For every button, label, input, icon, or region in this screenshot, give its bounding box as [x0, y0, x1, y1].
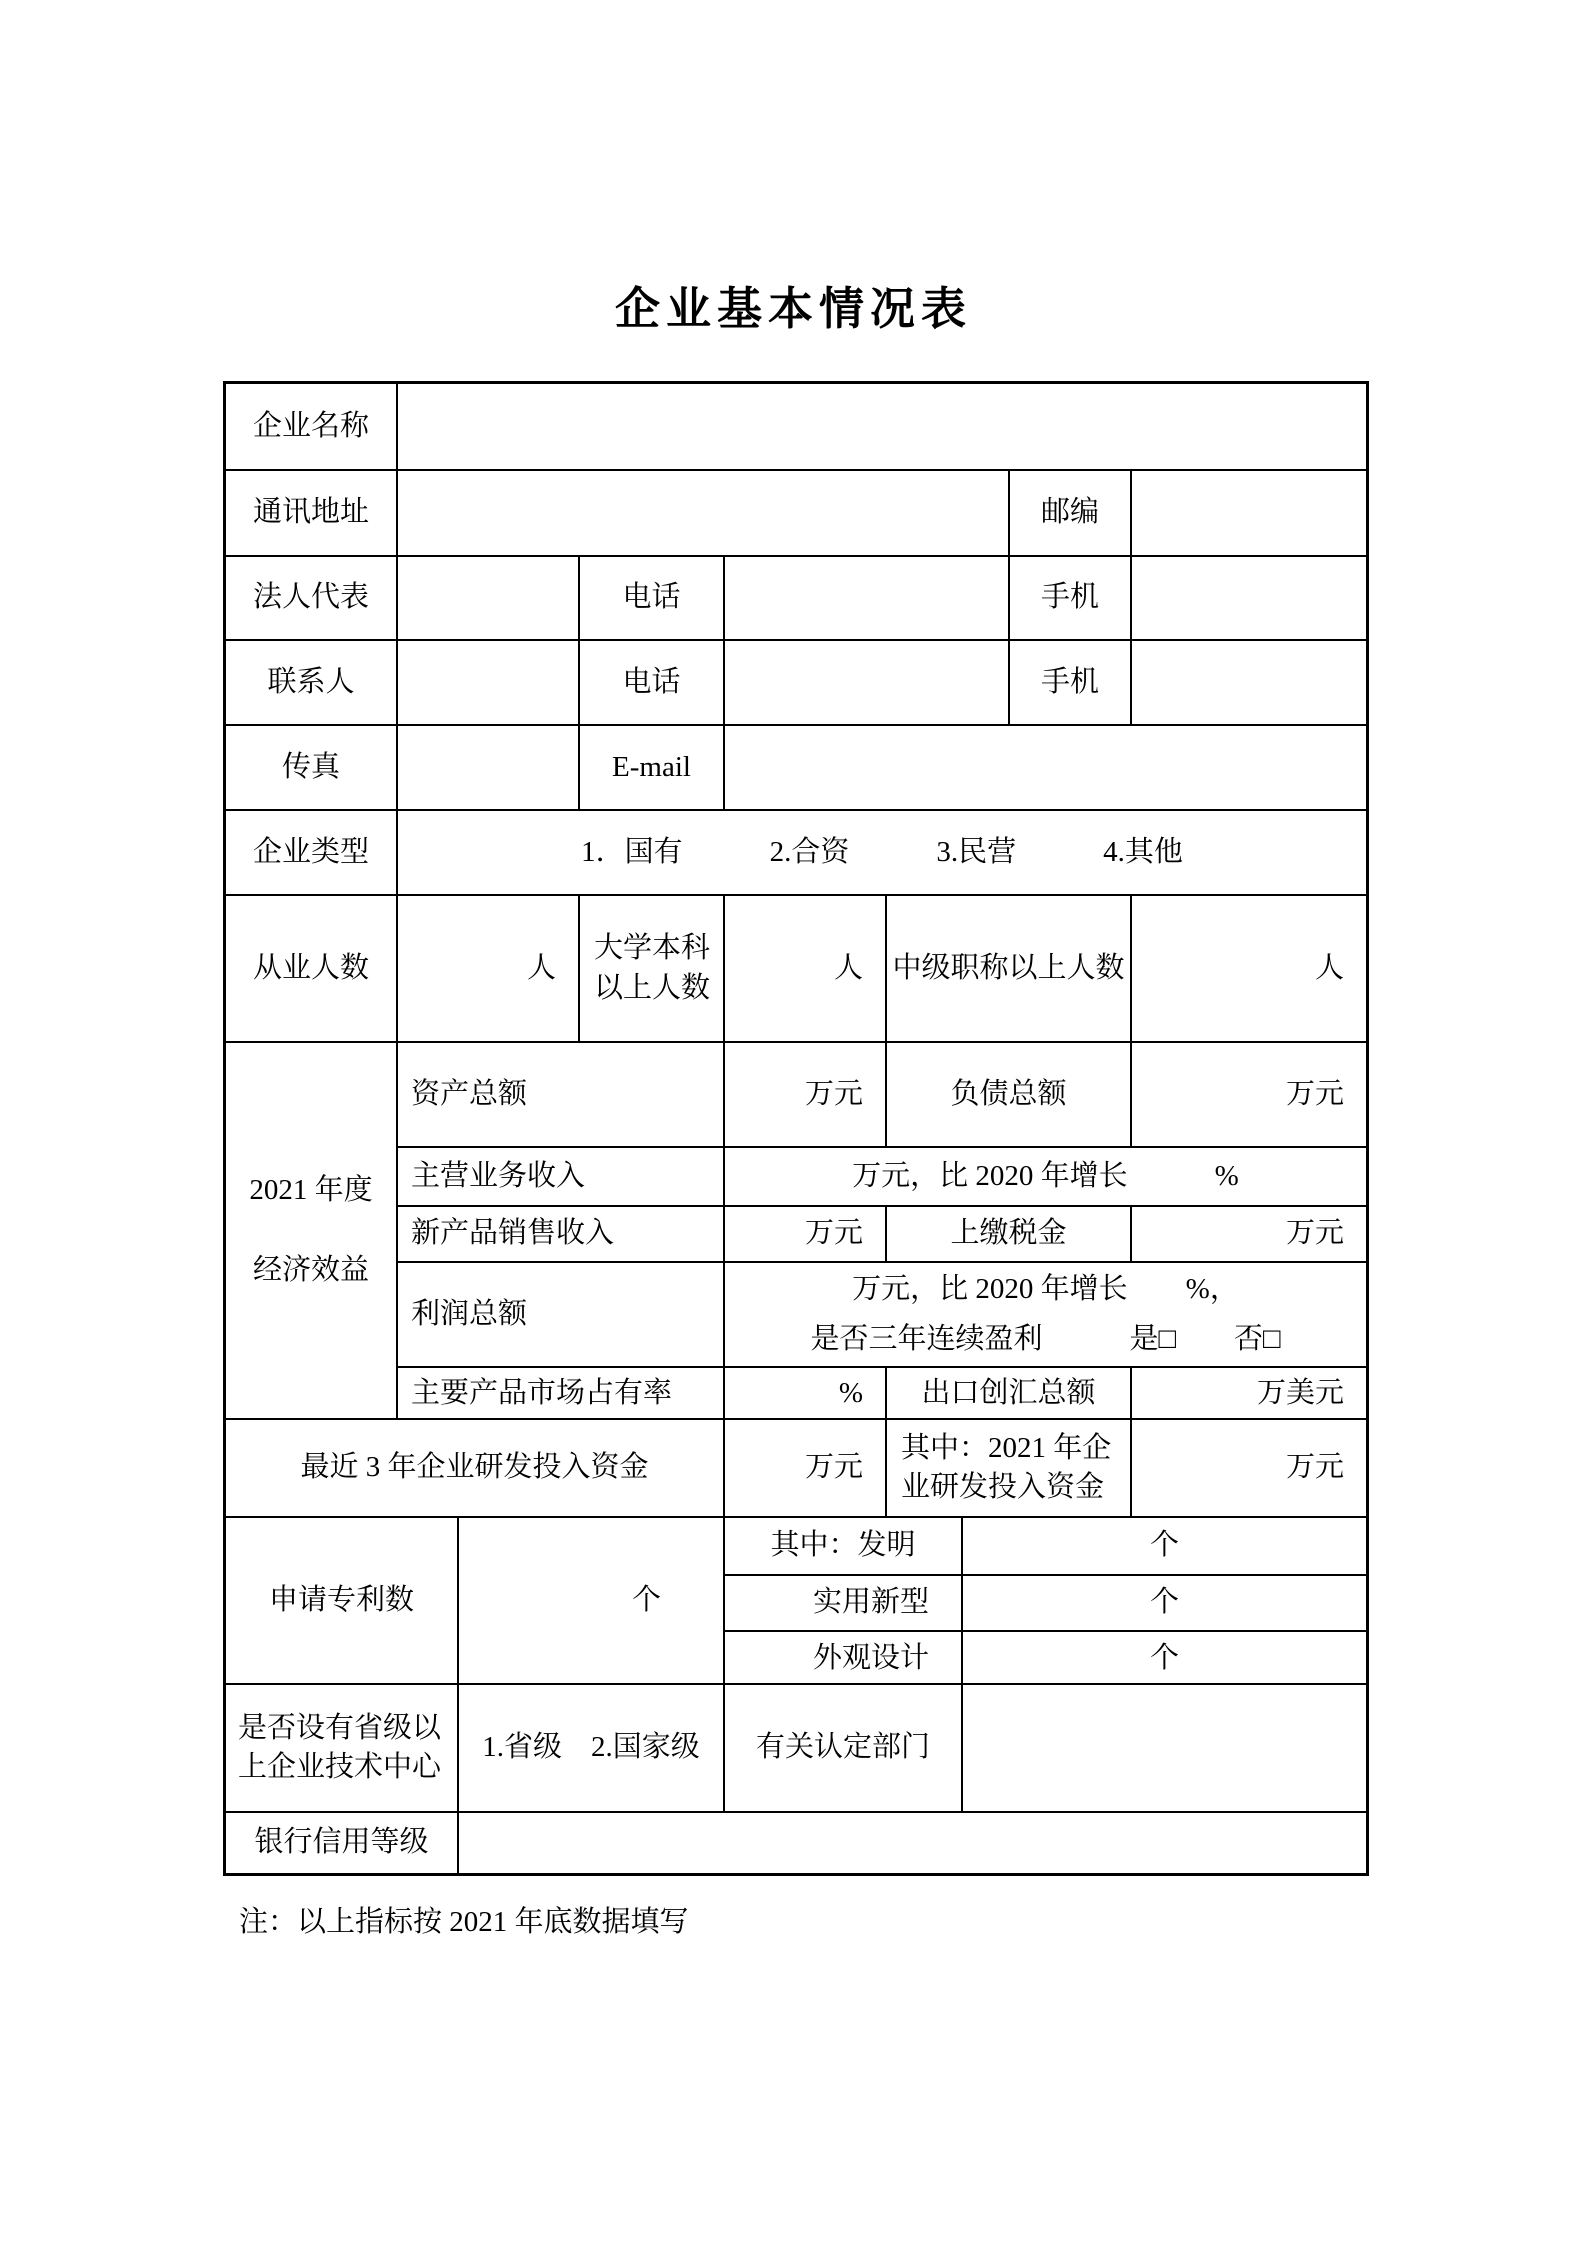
company-type-label: 企业类型 [252, 835, 369, 868]
tech-center-dept-value-cell[interactable] [961, 1685, 1366, 1811]
row-group-patents [226, 1516, 1366, 1683]
patent-invention-label: 其中：发明 [723, 1518, 961, 1574]
mid-title-count-label: 中级职称以上人数 [885, 896, 1130, 1041]
contact-mobile-label: 手机 [1008, 641, 1130, 724]
profit-label: 利润总额 [396, 1263, 723, 1366]
patent-design-label: 外观设计 [723, 1632, 961, 1685]
tech-center-options[interactable]: 1.省级 2.国家级 [457, 1685, 723, 1811]
patent-utility-label: 实用新型 [723, 1576, 961, 1630]
profit-value-cell[interactable] [723, 1263, 1366, 1366]
row-contact [226, 639, 1366, 724]
export-label: 出口创汇总额 [885, 1368, 1130, 1420]
economics-label-line2: 经济效益 [252, 1253, 369, 1286]
contact-label: 联系人 [267, 665, 355, 698]
row-patent-invention [723, 1518, 1366, 1574]
row-rnd-investment [226, 1418, 1366, 1516]
row-assets [396, 1043, 1366, 1146]
patent-utility-value-cell[interactable]: 个 [961, 1576, 1366, 1630]
row-company-name [226, 384, 1366, 469]
export-value-cell[interactable]: 万美元 [1130, 1368, 1366, 1420]
row-market-share [396, 1366, 1366, 1420]
row-profit [396, 1261, 1366, 1366]
fax-label: 传真 [281, 750, 340, 783]
postal-code-label: 邮编 [1008, 471, 1130, 555]
patent-design-value-cell[interactable]: 个 [961, 1632, 1366, 1685]
enterprise-info-table [223, 381, 1369, 1876]
legal-rep-value-cell[interactable] [396, 557, 578, 639]
assets-label: 资产总额 [396, 1043, 723, 1146]
bachelor-count-value-cell[interactable]: 人 [723, 896, 885, 1041]
row-legal-rep [226, 555, 1366, 639]
profit-three-year-checkboxes[interactable]: 是否三年连续盈利 是□ 否□ [810, 1322, 1281, 1355]
patent-invention-value-cell[interactable]: 个 [961, 1518, 1366, 1574]
row-credit-rating [226, 1811, 1366, 1873]
row-new-product [396, 1205, 1366, 1261]
rnd-2021-value-cell[interactable]: 万元 [1130, 1420, 1366, 1516]
row-revenue [396, 1146, 1366, 1205]
employees-label: 从业人数 [252, 951, 369, 984]
rnd-investment-value-cell[interactable]: 万元 [723, 1420, 885, 1516]
profit-growth-line: 万元，比 2020 年增长 %， [852, 1273, 1239, 1306]
legal-rep-label: 法人代表 [252, 581, 369, 614]
tax-value-cell[interactable]: 万元 [1130, 1207, 1366, 1261]
row-company-type [226, 809, 1366, 894]
revenue-value-cell[interactable]: 万元，比 2020 年增长 % [723, 1148, 1366, 1205]
liabilities-label: 负债总额 [885, 1043, 1130, 1146]
company-name-value-cell[interactable] [396, 384, 1366, 469]
company-type-options[interactable]: 1．国有 2.合资 3.民营 4.其他 [396, 811, 1366, 894]
contact-value-cell[interactable] [396, 641, 578, 724]
new-product-value-cell[interactable]: 万元 [723, 1207, 885, 1261]
bachelor-count-label: 大学本科以上人数 [578, 896, 723, 1041]
legal-mobile-label: 手机 [1008, 557, 1130, 639]
contact-phone-value-cell[interactable] [723, 641, 1008, 724]
mid-title-count-value-cell[interactable]: 人 [1130, 896, 1366, 1041]
email-value-cell[interactable] [723, 726, 1366, 809]
row-group-economics [226, 1041, 1366, 1418]
liabilities-value-cell[interactable]: 万元 [1130, 1043, 1366, 1146]
credit-rating-value-cell[interactable] [457, 1813, 1366, 1873]
market-share-label: 主要产品市场占有率 [396, 1368, 723, 1420]
legal-phone-value-cell[interactable] [723, 557, 1008, 639]
contact-phone-label: 电话 [578, 641, 723, 724]
address-value-cell[interactable] [396, 471, 1008, 555]
economics-subtable [396, 1043, 1366, 1418]
assets-value-cell[interactable]: 万元 [723, 1043, 885, 1146]
patents-label: 申请专利数 [268, 1583, 414, 1616]
row-address [226, 469, 1366, 555]
postal-code-value-cell[interactable] [1130, 471, 1366, 555]
market-share-value-cell[interactable]: % [723, 1368, 885, 1420]
new-product-label: 新产品销售收入 [396, 1207, 723, 1261]
employees-value-cell[interactable]: 人 [396, 896, 578, 1041]
patents-total-value-cell[interactable]: 个 [457, 1518, 723, 1683]
economics-label-line1: 2021 年度 [249, 1174, 373, 1207]
revenue-label: 主营业务收入 [396, 1148, 723, 1205]
row-patent-utility [723, 1574, 1366, 1630]
legal-mobile-value-cell[interactable] [1130, 557, 1366, 639]
email-label: E-mail [578, 726, 723, 809]
credit-rating-label: 银行信用等级 [254, 1826, 429, 1859]
row-patent-design [723, 1630, 1366, 1685]
tech-center-dept-label: 有关认定部门 [723, 1685, 961, 1811]
legal-phone-label: 电话 [578, 557, 723, 639]
row-fax [226, 724, 1366, 809]
company-name-label: 企业名称 [252, 409, 369, 442]
economics-label [226, 1043, 396, 1418]
rnd-investment-label: 最近 3 年企业研发投入资金 [300, 1451, 649, 1484]
contact-mobile-value-cell[interactable] [1130, 641, 1366, 724]
fax-value-cell[interactable] [396, 726, 578, 809]
row-employees [226, 894, 1366, 1041]
patents-subtable [723, 1518, 1366, 1683]
tech-center-label: 是否设有省级以上企业技术中心 [238, 1711, 442, 1783]
row-tech-center [226, 1683, 1366, 1811]
form-title: 企业基本情况表 [614, 284, 972, 334]
address-label: 通讯地址 [252, 496, 369, 529]
footnote: 注：以上指标按 2021 年底数据填写 [239, 1906, 689, 1938]
rnd-2021-label: 其中：2021 年企业研发投入资金 [885, 1420, 1130, 1516]
tax-label: 上缴税金 [885, 1207, 1130, 1261]
